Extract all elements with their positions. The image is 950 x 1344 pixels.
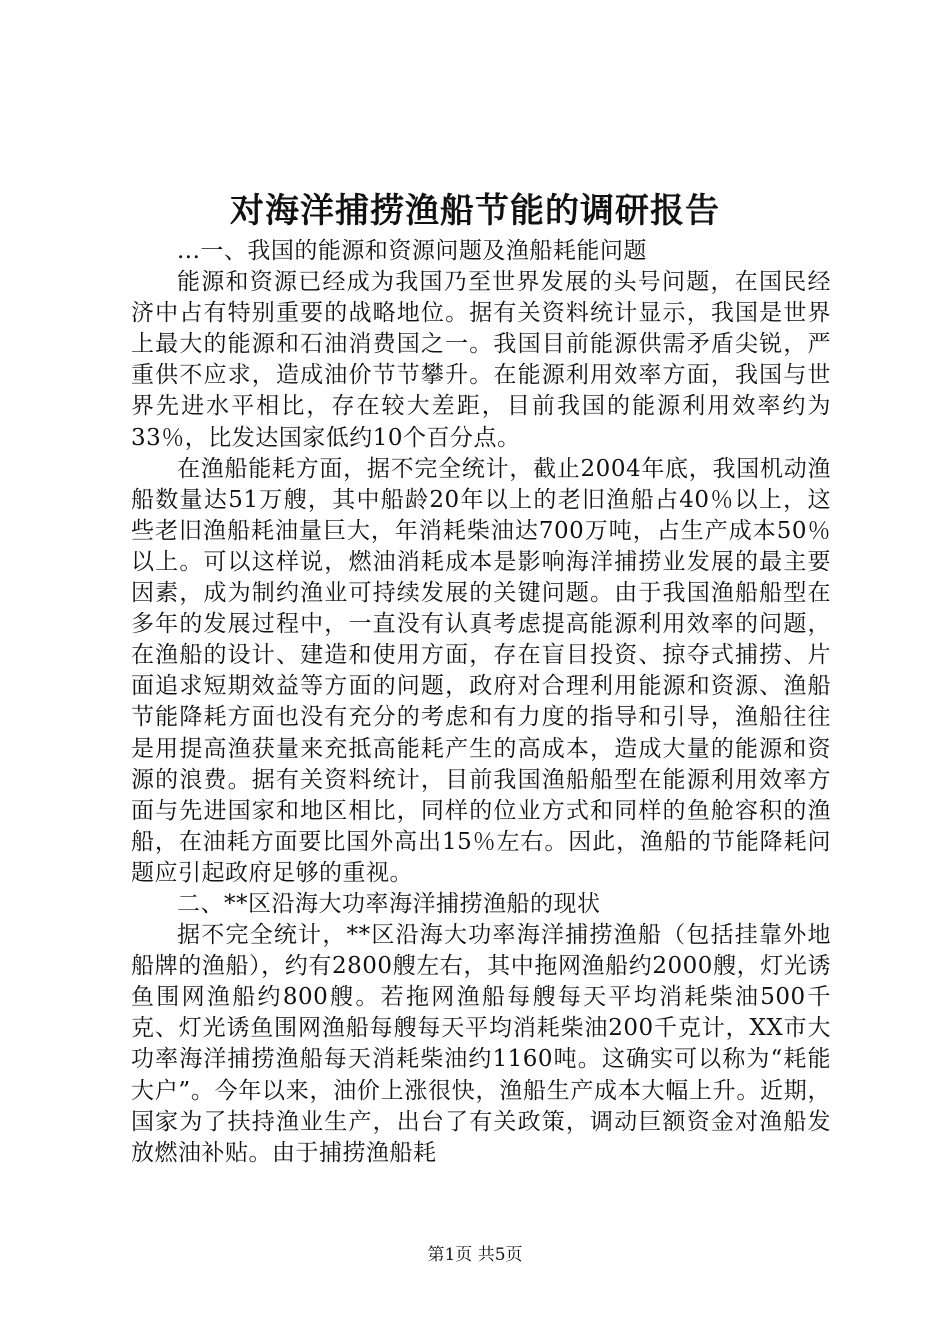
document-title: 对海洋捕捞渔船节能的调研报告 <box>230 191 720 231</box>
paragraph-fishing-vessel-energy: 在渔船能耗方面，据不完全统计，截止2004年底，我国机动渔船数量达51万艘，其中船龄20年以上的老旧渔船占40％以上，这些老旧渔船耗油量巨大，年消耗柴油达700万吨，占生产成本50％以上。可以这样说，燃油消耗成本是影响海洋捕捞业发展的最主要因素，成为制约渔业可持续发展的关键问题。由于我国渔船船型在多年的发展过程中，一直没有认真考虑提高能源利用效率的问题，在渔船的设计、建造和使用方面，存在盲目投资、掠夺式捕捞、片面追求短期效益等方面的问题，政府对合理利用能源和资源、渔船节能降耗方面也没有充分的考虑和有力度的指导和引导，渔船往往是用提高渔获量来充抵高能耗产生的高成本，造成大量的能源和资源的浪费。据有关资料统计，目前我国渔船船型在能源利用效率方面与先进国家和地区相比，同样的位业方式和同样的鱼舱容积的渔船，在油耗方面要比国外高出15％左右。因此，渔船的节能降耗问题应引起政府足够的重视。 <box>131 455 831 886</box>
paragraph-energy-resources: 能源和资源已经成为我国乃至世界发展的头号问题，在国民经济中占有特别重要的战略地位。据有关资料统计显示，我国是世界上最大的能源和石油消费国之一。我国目前能源供需矛盾尖锐，严重供不应求，造成油价节节攀升。在能源利用效率方面，我国与世界先进水平相比，存在较大差距，目前我国的能源利用效率约为33％，比发达国家低约10个百分点。 <box>131 269 831 451</box>
document-body <box>131 236 831 1169</box>
page-footer: 第1页 共5页 <box>427 1245 523 1265</box>
section-heading-2: 二、**区沿海大功率海洋捕捞渔船的现状 <box>177 890 601 917</box>
paragraph-current-status: 据不完全统计，**区沿海大功率海洋捕捞渔船（包括挂靠外地船牌的渔船），约有2800艘左右，其中拖网渔船约2000艘，灯光诱鱼围网渔船约800艘。若拖网渔船每艘每天平均消耗柴油500千克、灯光诱鱼围网渔船每艘每天平均消耗柴油200千克计，XX市大功率海洋捕捞渔船每天消耗柴油约1160吨。这确实可以称为“耗能大户”。今年以来，油价上涨很快，渔船生产成本大幅上升。近期，国家为了扶持渔业生产，出台了有关政策，调动巨额资金对渔船发放燃油补贴。由于捕捞渔船耗 <box>131 922 831 1166</box>
section-heading-1: ...一、我国的能源和资源问题及渔船耗能问题 <box>177 238 647 264</box>
